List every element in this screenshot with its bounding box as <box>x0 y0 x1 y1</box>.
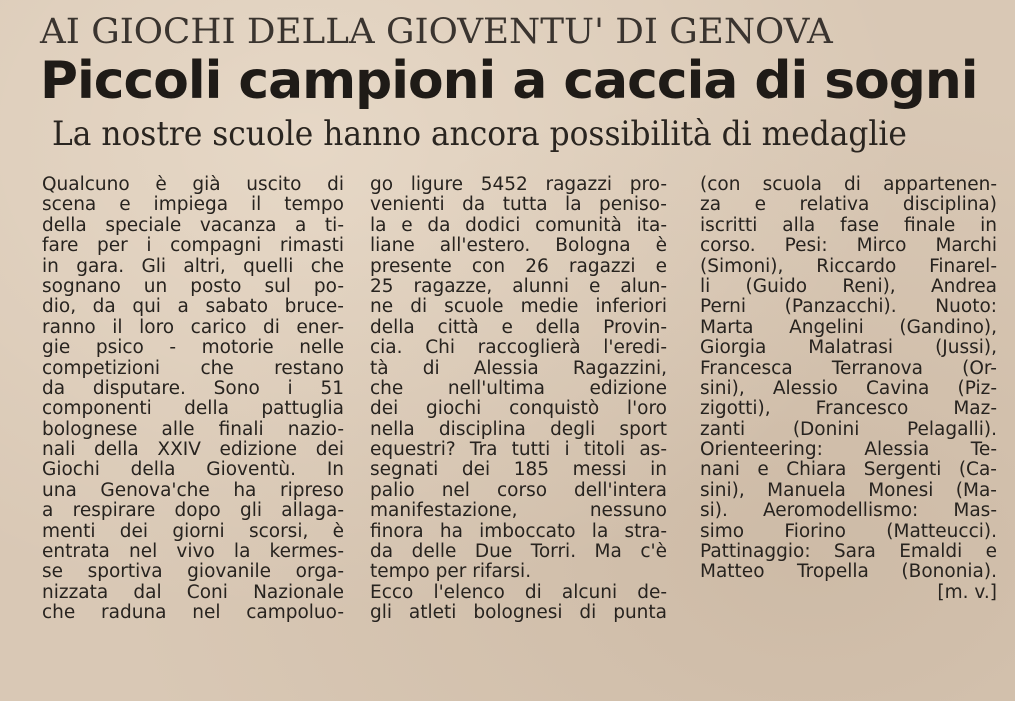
article-text-line: Orienteering: Alessia Te- <box>700 439 997 461</box>
article-column-2 <box>370 175 667 624</box>
article-text-line: sini), Manuela Monesi (Ma- <box>700 479 997 501</box>
article-column-1 <box>42 175 344 624</box>
article-headline: Piccoli campioni a caccia di sogni <box>40 51 978 111</box>
article-text-line: (con scuola di appartenen- <box>700 174 997 195</box>
article-text-line: presente con 26 ragazzi e <box>370 255 667 277</box>
article-text-line: Qualcuno è già uscito di <box>42 174 344 195</box>
article-text-line: della città e della Provin- <box>370 316 667 338</box>
article-text-line: dio, da qui a sabato bruce- <box>42 296 344 318</box>
article-text-line: tà di Alessia Ragazzini, <box>370 357 667 379</box>
article-text-line: menti dei giorni scorsi, è <box>42 520 344 542</box>
article-text-line: nani e Chiara Sergenti (Ca- <box>700 459 997 481</box>
article-text-line: Matteo Tropella (Bononia). <box>700 561 997 583</box>
article-text-line: dei giochi conquistò l'oro <box>370 398 667 420</box>
article-text-line: liane all'estero. Bologna è <box>370 235 667 257</box>
article-text-line: da disputare. Sono i 51 <box>42 377 344 399</box>
article-text-line: zanti (Donini Pelagalli). <box>700 418 997 440</box>
article-text-line: fare per i compagni rimasti <box>42 235 344 257</box>
article-text-line: simo Fiorino (Matteucci). <box>700 520 997 542</box>
article-text-line: cia. Chi raccoglierà l'eredi- <box>370 337 667 359</box>
article-text-line: ne di scuole medie inferiori <box>370 296 667 318</box>
article-column-3 <box>700 175 997 603</box>
article-text-line: venienti da tutta la peniso- <box>370 194 667 216</box>
article-text-line: zigotti), Francesco Maz- <box>700 398 997 420</box>
article-text-line: tempo per rifarsi. <box>370 561 532 583</box>
article-text-line: finora ha imboccato la stra- <box>370 520 667 542</box>
article-text-line: palio nel corso dell'intera <box>370 479 667 501</box>
article-text-line: la e da dodici comunità ita- <box>370 214 667 236</box>
article-text-line: una Genova'che ha ripreso <box>42 479 344 501</box>
article-text-line: che raduna nel campoluo- <box>42 602 344 624</box>
article-text-line: bolognese alle finali nazio- <box>42 418 344 440</box>
article-text-line: iscritti alla fase finale in <box>700 214 997 236</box>
article-text-line: [m. v.] <box>937 581 997 603</box>
article-text-line: 25 ragazze, alunni e alun- <box>370 275 667 297</box>
article-subheadline: La nostre scuole hanno ancora possibilità di medaglie <box>52 114 907 154</box>
article-text-line: gie psico - motorie nelle <box>42 337 344 359</box>
article-text-line: nizzata dal Coni Nazionale <box>42 581 344 603</box>
article-text-line: sini), Alessio Cavina (Piz- <box>700 377 997 399</box>
article-text-line: segnati dei 185 messi in <box>370 459 667 481</box>
article-text-line: Giorgia Malatrasi (Jussi), <box>700 337 997 359</box>
article-kicker: AI GIOCHI DELLA GIOVENTU' DI GENOVA <box>40 12 833 52</box>
article-text-line: gli atleti bolognesi di punta <box>370 602 667 624</box>
article-text-line: nella disciplina degli sport <box>370 418 667 440</box>
article-text-line: Ecco l'elenco di alcuni de- <box>370 581 667 603</box>
article-text-line: che nell'ultima edizione <box>370 377 667 399</box>
article-text-line: (Simoni), Riccardo Finarel- <box>700 255 997 277</box>
article-text-line: da delle Due Torri. Ma c'è <box>370 541 667 563</box>
article-text-line: si). Aeromodellismo: Mas- <box>700 500 997 522</box>
article-text-line: Francesca Terranova (Or- <box>700 357 997 379</box>
article-text-line: nali della XXIV edizione dei <box>42 439 344 461</box>
article-text-line: entrata nel vivo la kermes- <box>42 541 344 563</box>
article-text-line: sognano un posto sul po- <box>42 275 344 297</box>
article-text-line: manifestazione, nessuno <box>370 500 667 522</box>
article-text-line: Giochi della Gioventù. In <box>42 459 344 481</box>
article-text-line: Perni (Panzacchi). Nuoto: <box>700 296 997 318</box>
article-text-line: se sportiva giovanile orga- <box>42 561 344 583</box>
article-text-line: scena e impiega il tempo <box>42 194 344 216</box>
article-text-line: Pattinaggio: Sara Emaldi e <box>700 541 997 563</box>
article-text-line: componenti della pattuglia <box>42 398 344 420</box>
article-text-line: equestri? Tra tutti i titoli as- <box>370 439 667 461</box>
article-text-line: li (Guido Reni), Andrea <box>700 275 997 297</box>
article-text-line: a respirare dopo gli allaga- <box>42 500 344 522</box>
article-text-line: della speciale vacanza a ti- <box>42 214 344 236</box>
article-text-line: za e relativa disciplina) <box>700 194 997 216</box>
article-text-line: competizioni che restano <box>42 357 344 379</box>
article-text-line: in gara. Gli altri, quelli che <box>42 255 344 277</box>
article-text-line: Marta Angelini (Gandino), <box>700 316 997 338</box>
article-text-line: go ligure 5452 ragazzi pro- <box>370 174 667 195</box>
article-text-line: corso. Pesi: Mirco Marchi <box>700 235 997 257</box>
article-text-line: ranno il loro carico di ener- <box>42 316 344 338</box>
